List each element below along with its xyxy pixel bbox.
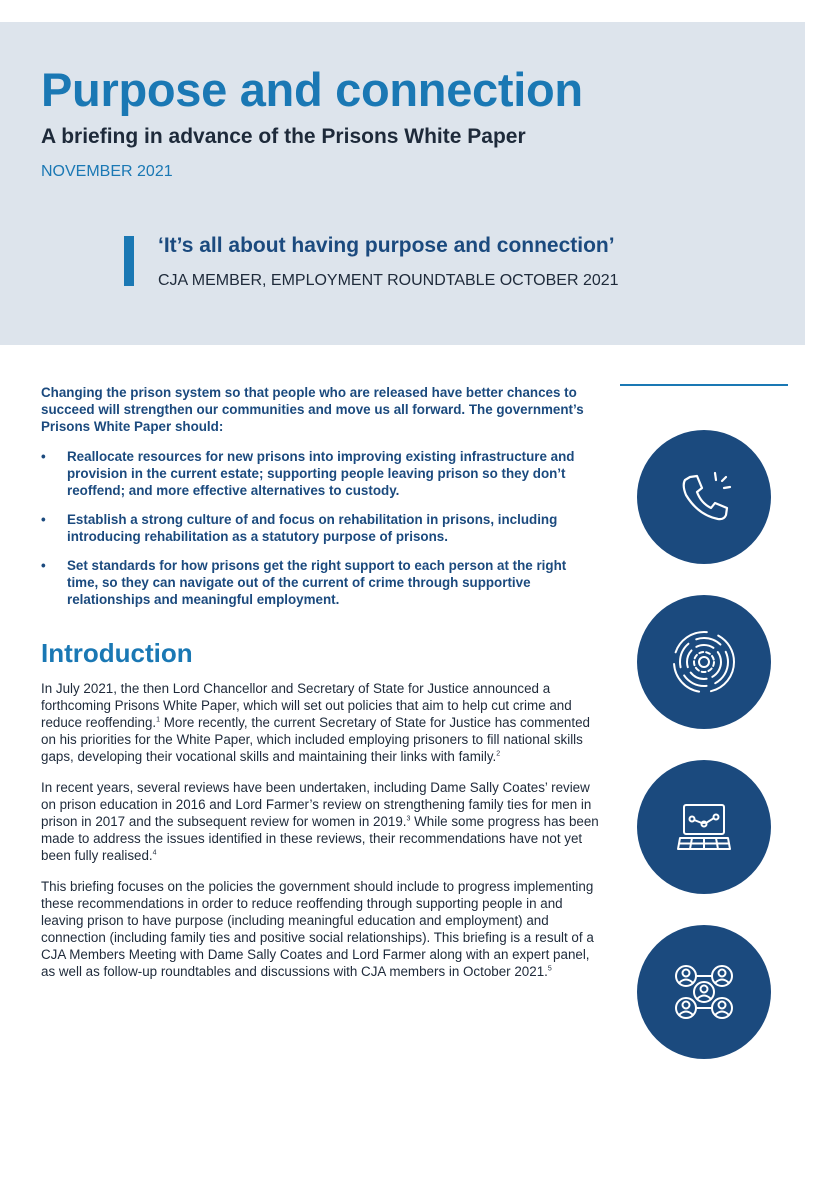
list-item [41,511,601,545]
intro-paragraph-2 [41,779,601,864]
paragraph-text: In recent years, several reviews have been undertaken, including Dame Sally Coates’ review on prison education in 2016 and Lord Farmer’s review on strengthening family ties for men in prison in 2017 and the subsequent review for women in 2019. [41,780,592,829]
intro-paragraph-3 [41,878,601,980]
footnote-ref[interactable]: 5 [547,965,552,973]
quote-attribution: CJA MEMBER, EMPLOYMENT ROUNDTABLE OCTOBER 2021 [158,272,619,289]
introduction-heading: Introduction [41,638,193,668]
pull-quote: ‘It’s all about having purpose and connection’ [158,234,615,257]
people-icon-badge [637,925,771,1059]
bullet-marker: • [41,512,46,527]
settings-icon-badge [637,595,771,729]
laptop-icon-badge [637,760,771,894]
list-item [41,557,601,608]
paragraph-text: While some progress has been made to address the issues identified in these reviews, their recommendations have not yet been fully realised. [41,814,599,863]
bullet-marker: • [41,558,46,573]
person-center-icon [694,982,714,1002]
phone-icon-badge [637,430,771,564]
paragraph-text: In July 2021, the then Lord Chancellor and Secretary of State for Justice announced a forthcoming Prisons White Paper, which will set out policies that aim to help cut crime and reduce reoffending. [41,681,572,730]
laptop-network-icon [668,791,740,863]
settings-gear-icon [668,626,740,698]
bullet-marker: • [41,449,46,464]
recommendations-list [41,448,601,608]
publication-date: NOVEMBER 2021 [41,163,173,180]
footnote-ref[interactable]: 1 [156,716,161,724]
page-title: Purpose and connection [41,63,583,116]
page-subtitle: A briefing in advance of the Prisons White Paper [41,125,526,148]
list-item-text: Reallocate resources for new prisons into improving existing infrastructure and provision in the current estate; supporting people leaving prison so they don’t reoffend; and more effective alternatives to custody. [67,449,575,498]
person-bottom-left-icon [676,998,696,1018]
summary-section [41,384,601,620]
footnote-ref[interactable]: 2 [496,750,501,758]
list-item-text: Set standards for how prisons get the right support to each person at the right time, so they can navigate out of the current of crime through supportive relationships and meaningful employment. [67,558,567,607]
people-network-icon [668,956,740,1028]
paragraph-text: More recently, the current Secretary of State for Justice has commented on his priorities for the White Paper, which included employing prisoners to fill national skills gaps, developing their vocational skills and maintaining their links with family. [41,715,590,764]
paragraph-text: This briefing focuses on the policies the government should include to progress implementing these recommendations in order to reduce reoffending through supporting people in and leaving prison to have purpose (including meaningful education and employment) and connection (including family ties and positive social relationships). This briefing is a result of a CJA Members Meeting with Dame Sally Coates and Lord Farmer along with an expert panel, as well as follow-up roundtables and discussions with CJA members in October 2021. [41,879,594,979]
phone-icon [668,461,740,533]
footnote-ref[interactable]: 4 [152,849,157,857]
quote-accent-bar [124,236,134,286]
introduction-body [41,680,601,994]
person-top-right-icon [712,966,732,986]
sidebar-divider [620,384,788,386]
person-top-left-icon [676,966,696,986]
person-bottom-right-icon [712,998,732,1018]
summary-intro: Changing the prison system so that people who are released have better chances to succeed will strengthen our communities and move us all forward. The government’s Prisons White Paper should: [41,385,584,434]
list-item [41,448,601,499]
list-item-text: Establish a strong culture of and focus on rehabilitation in prisons, including introducing rehabilitation as a statutory purpose of prisons. [67,512,558,544]
intro-paragraph-1 [41,680,601,765]
footnote-ref[interactable]: 3 [406,815,411,823]
